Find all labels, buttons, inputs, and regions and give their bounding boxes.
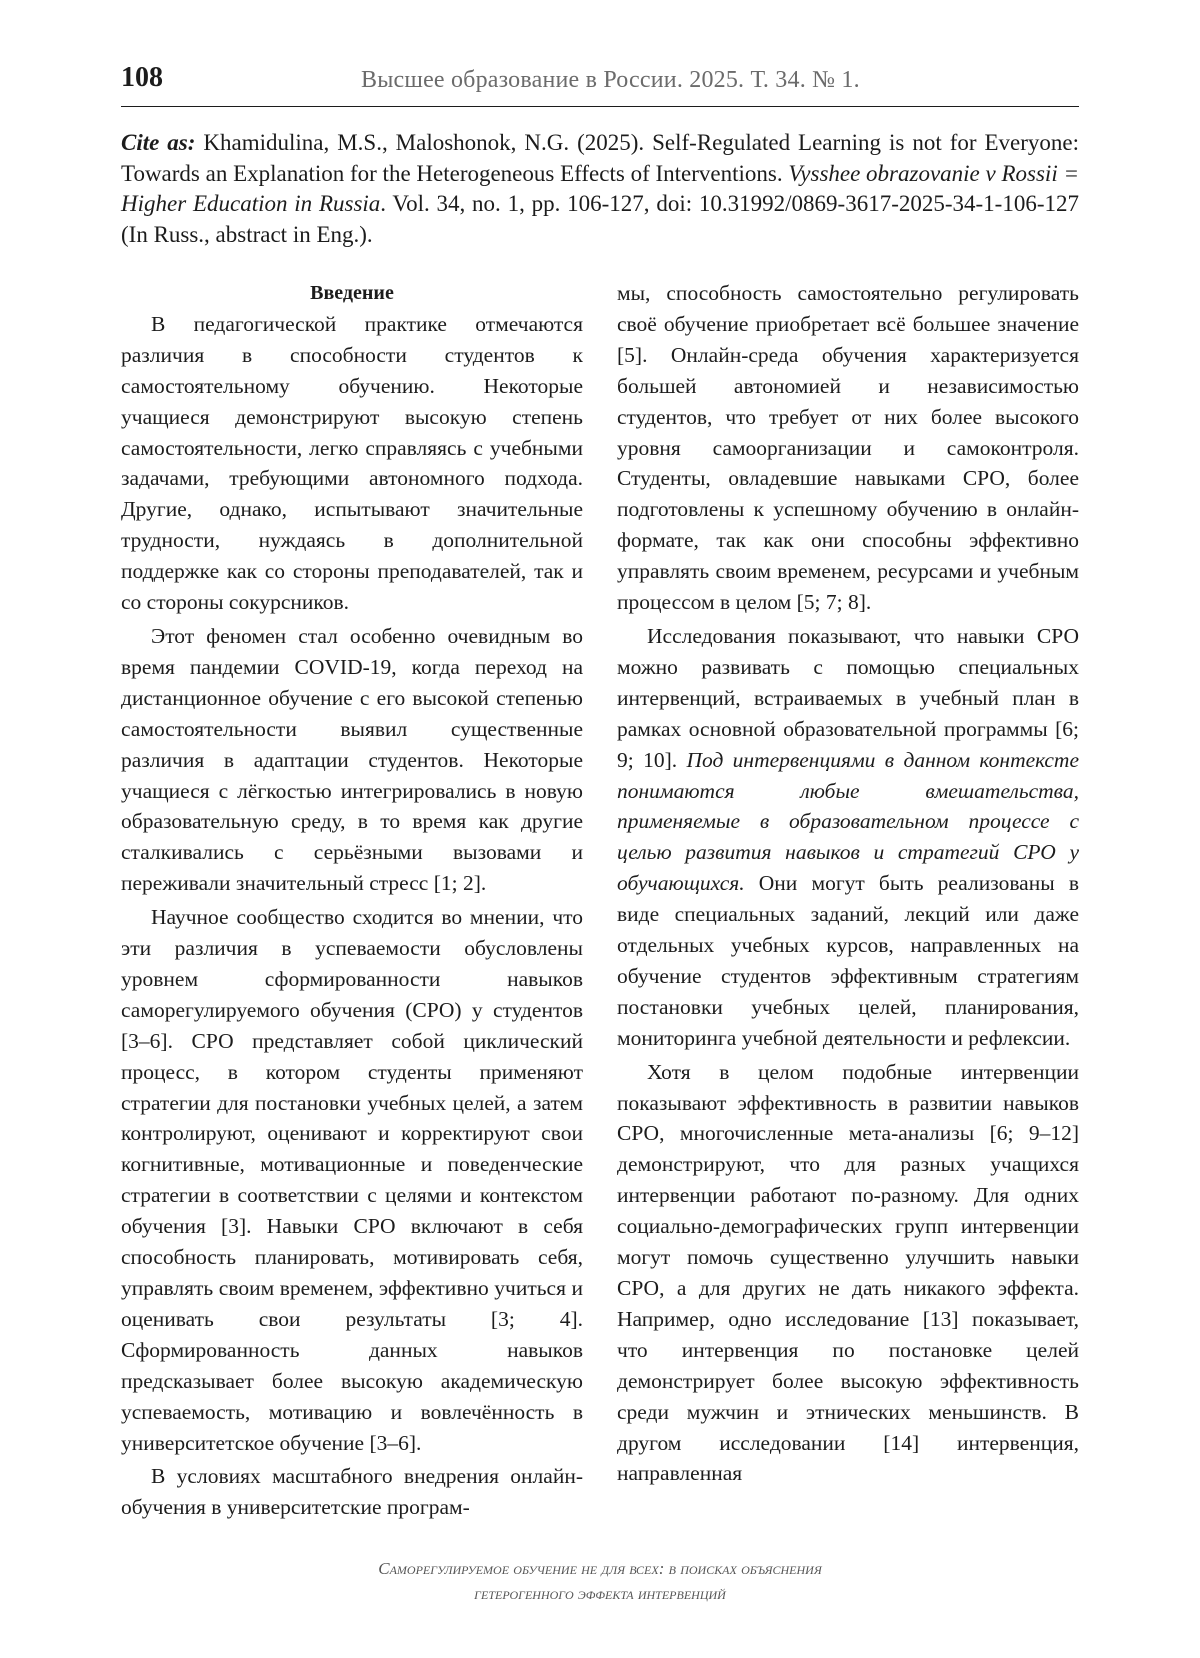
paragraph: Хотя в целом подобные интервенции показывают эффективность в развитии навыков СРО, многочисленные мета-анализы [6; 9–12] демонстрируют, что для разных учащихся интервенции работают по-разному. Для одних социально-демографических групп интервенции могут помочь существенно улучшить навыки СРО, а для других не дать никакого эффекта. Например, одно исследование [13] показывает, что интервенция по постановке целей демонстрирует более высокую эффективность среди мужчин и этнических меньшинств. В другом исследовании [14] интервенция, направленная: [617, 1059, 1079, 1486]
citation-block: [121, 128, 1079, 250]
paragraph-interventions: [617, 621, 1079, 1054]
citation-journal: Vysshee obrazovanie v Rossii = Higher Education in Russia: [121, 160, 1079, 216]
right-column: [617, 278, 1079, 1492]
citation-details: . Vol. 34, no. 1, pp. 106-127, doi: 10.31992/0869-3617-2025-34-1-106-127 (In Russ., abstract in Eng.).: [121, 191, 1079, 247]
paragraph-text: Они могут быть реализованы в виде специальных заданий, лекций или даже отдельных учебных курсов, направленных на обучение студентов эффективным стратегиям постановки учебных целей, планирования, мониторинга учебной деятельности и рефлексии.: [617, 871, 1079, 1050]
paragraph: В педагогической практике отмечаются различия в способности студентов к самостоятельному обучению. Некоторые учащиеся демонстрируют высокую степень самостоятельности, легко справляясь с учебными задачами, требующими автономного подхода. Другие, однако, испытывают значительные трудности, нуждаясь в дополнительной поддержке как со стороны преподавателей, так и со стороны сокурсников.: [121, 311, 583, 615]
definition-italic: Под интервенциями в данном контексте понимаются любые вмешательства, применяемые в образовательном процессе с целью развития навыков и стратегий СРО у обучающихся.: [617, 747, 1079, 896]
paragraph-continued: мы, способность самостоятельно регулировать своё обучение приобретает всё большее значение [5]. Онлайн-среда обучения характеризуется большей автономией и независимостью студентов, что требует от них более высокого уровня самоорганизации и самоконтроля. Студенты, овладевшие навыками СРО, более подготовлены к успешному обучению в онлайн-формате, так как они способны эффективно управлять своим временем, ресурсами и учебным процессом в целом [5; 7; 8].: [617, 281, 1079, 615]
page-number: 108: [121, 62, 163, 93]
journal-running-head: Высшее образование в России. 2025. Т. 34. № 1.: [361, 67, 860, 93]
paragraph: В условиях масштабного внедрения онлайн-обучения в университетские програм-: [121, 1464, 583, 1520]
paragraph: Этот феномен стал особенно очевидным во время пандемии COVID-19, когда переход на дистанционное обучение с его высокой степенью самостоятельности выявил существенные различия в адаптации студентов. Некоторые учащиеся с лёгкостью интегрировались в новую образовательную среду, в то время как другие сталкивались с серьёзными вызовами и переживали значительный стресс [1; 2].: [121, 623, 583, 896]
citation-lead: Cite as:: [121, 130, 196, 155]
left-column: [121, 278, 583, 1526]
footer-line: Саморегулируемое обучение не для всех: в поисках объяснения: [378, 1559, 822, 1578]
section-heading-introduction: Введение: [310, 282, 394, 304]
paragraph-text: Исследования показывают, что навыки СРО можно развивать с помощью специальных интервенций, встраиваемых в учебный план в рамках основной образовательной программы [6; 9; 10].: [617, 623, 1079, 772]
footer-line: гетерогенного эффекта интервенций: [474, 1584, 726, 1603]
running-header: [121, 58, 1079, 107]
citation-authors-title: Khamidulina, M.S., Maloshonok, N.G. (2025). Self-Regulated Learning is not for Everyone: Towards an Explanation for the Heterogeneous Effects of Interventions.: [121, 130, 1079, 186]
running-footer: [0, 1556, 1200, 1606]
paragraph: Научное сообщество сходится во мнении, что эти различия в успеваемости обусловлены уровнем сформированности навыков саморегулируемого обучения (СРО) у студентов [3–6]. СРО представляет собой циклический процесс, в котором студенты применяют стратегии для постановки учебных целей, а затем контролируют, оценивают и корректируют свои когнитивные, мотивационные и поведенческие стратегии в соответствии с целями и контекстом обучения [3]. Навыки СРО включают в себя способность планировать, мотивировать себя, управлять своим временем, эффективно учиться и оценивать свои результаты [3; 4]. Сформированность данных навыков предсказывает более высокую академическую успеваемость, мотивацию и вовлечённость в университетское обучение [3–6].: [121, 905, 583, 1455]
